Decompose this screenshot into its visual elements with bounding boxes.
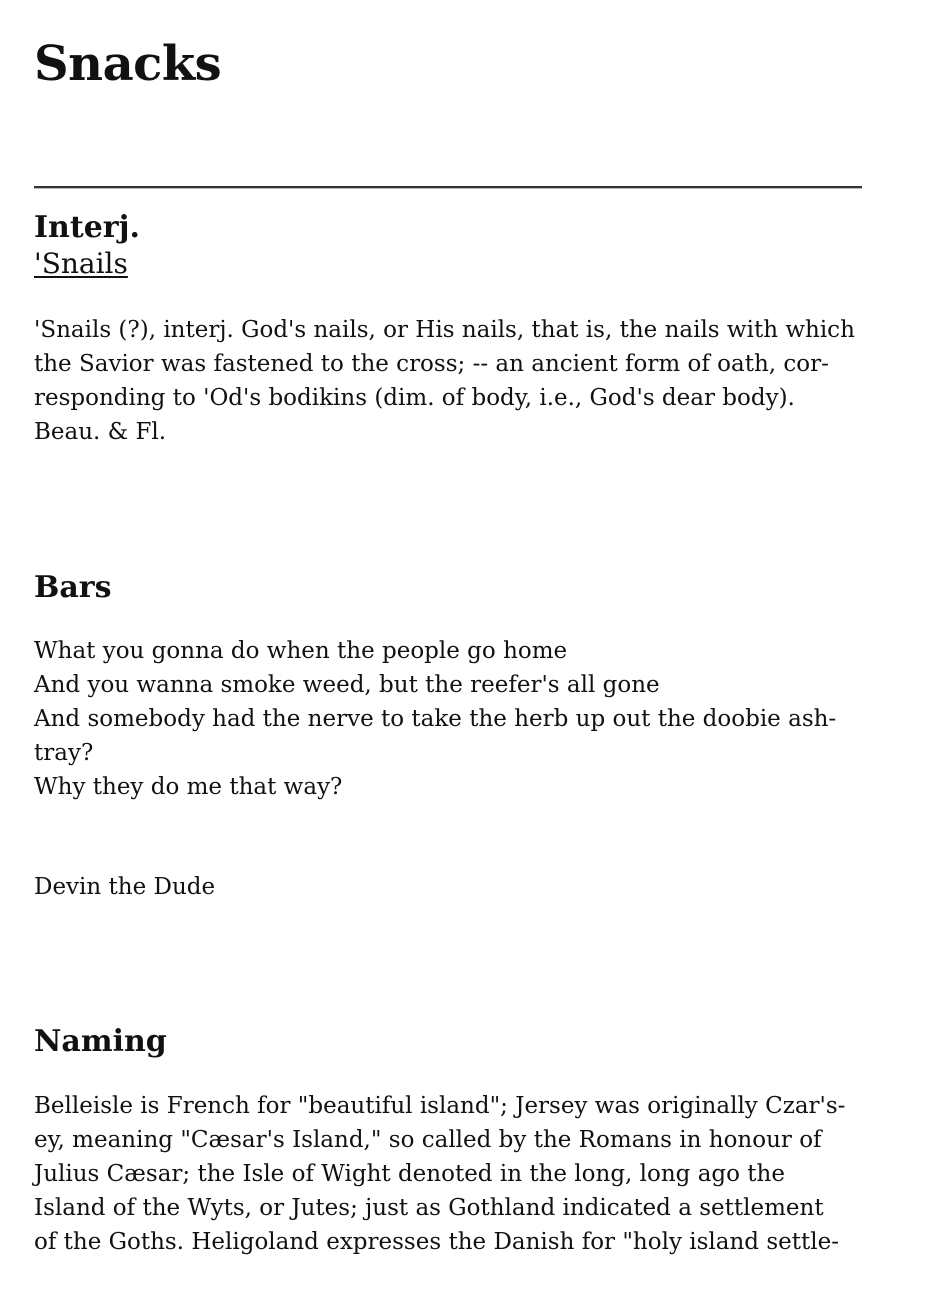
entry-link-snails[interactable]: 'Snails	[34, 247, 128, 280]
lyric-line: And somebody had the nerve to take the herb up out the doobie ash-	[34, 706, 837, 732]
section-heading-naming: Naming	[34, 1024, 167, 1059]
section-interj	[34, 210, 862, 282]
bars-attribution: Devin the Dude	[34, 874, 216, 900]
section-bars	[34, 570, 862, 606]
section-naming	[34, 1024, 862, 1060]
page-title: Snacks	[34, 36, 222, 92]
lyric-line: tray?	[34, 740, 94, 766]
text-line: 'Snails (?), interj. God's nails, or His nails, that is, the nails with which	[34, 317, 855, 343]
lyric-line: What you gonna do when the people go home	[34, 638, 568, 664]
lyric-line: Why they do me that way?	[34, 774, 343, 800]
text-line: ey, meaning "Cæsar's Island," so called by the Romans in honour of	[34, 1127, 822, 1153]
text-line: Belleisle is French for "beautiful island"; Jersey was originally Czar's-	[34, 1093, 846, 1119]
section-heading-interj: Interj.	[34, 210, 140, 245]
text-line: the Savior was fastened to the cross; -- an ancient form of oath, cor-	[34, 351, 829, 377]
text-line: Beau. & Fl.	[34, 419, 167, 445]
text-line: responding to 'Od's bodikins (dim. of body, i.e., God's dear body).	[34, 385, 795, 411]
naming-paragraph	[34, 1089, 862, 1259]
text-line: of the Goths. Heligoland expresses the Danish for "holy island settle-	[34, 1229, 839, 1255]
bars-lyrics	[34, 634, 862, 804]
section-heading-bars: Bars	[34, 570, 112, 605]
interj-definition	[34, 313, 862, 449]
text-line: Julius Cæsar; the Isle of Wight denoted in the long, long ago the	[34, 1161, 785, 1187]
text-line: Island of the Wyts, or Jutes; just as Gothland indicated a settlement	[34, 1195, 824, 1221]
horizontal-divider	[34, 186, 862, 189]
lyric-line: And you wanna smoke weed, but the reefer's all gone	[34, 672, 660, 698]
